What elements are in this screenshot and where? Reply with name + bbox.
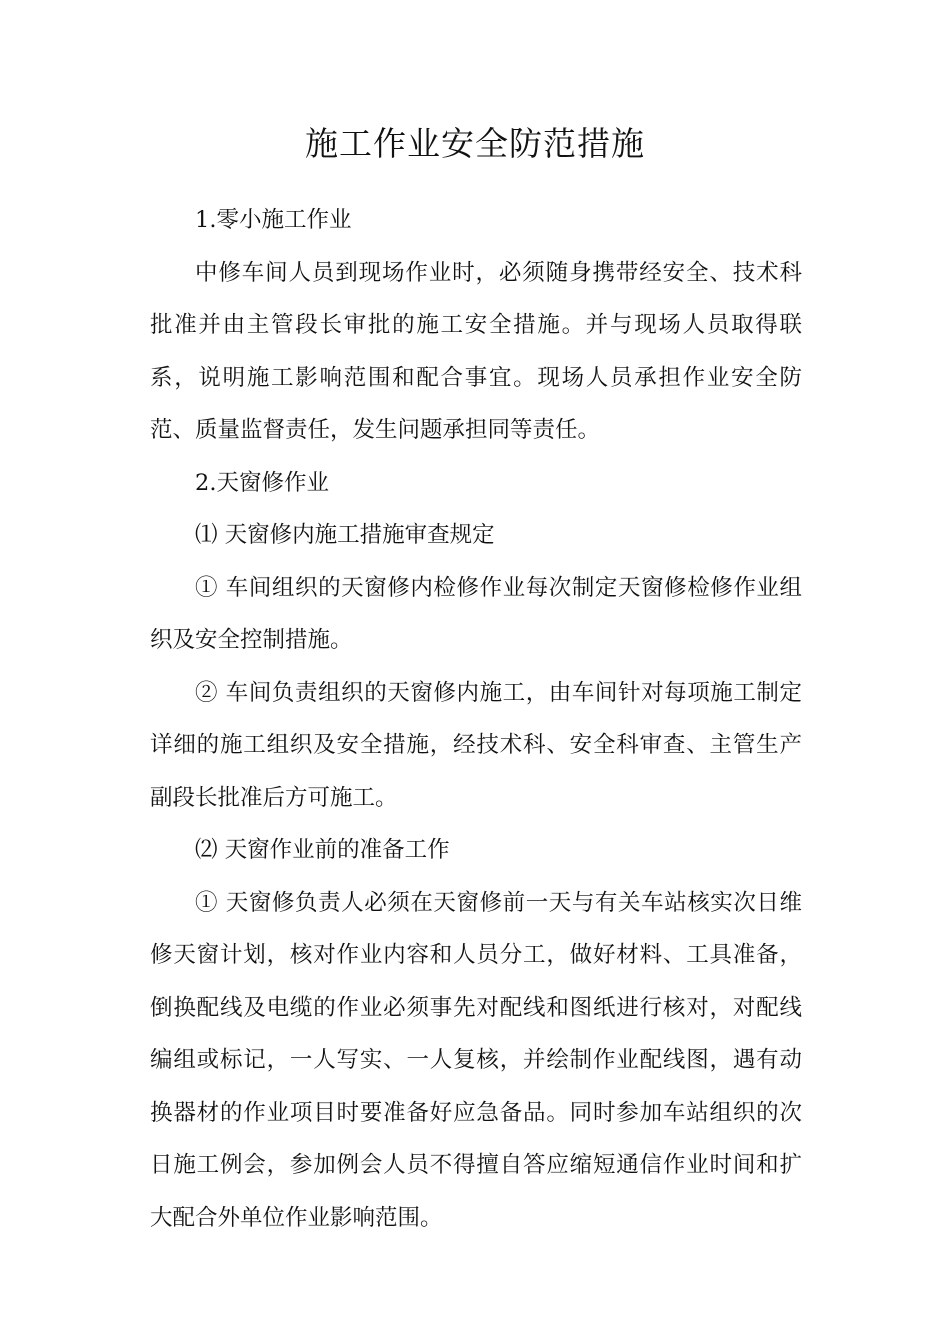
paragraph-item-3: ① 天窗修负责人必须在天窗修前一天与有关车站核实次日维修天窗计划，核对作业内容和人员分工，做好材料、工具准备，倒换配线及电缆的作业必须事先对配线和图纸进行核对，对配线编组或标记，一人写实、一人复核，并绘制作业配线图，遇有动换器材的作业项目时要准备好应急备品。同时参加车站组织的次日施工例会，参加例会人员不得擅自答应缩短通信作业时间和扩大配合外单位作业影响范围。	[150, 889, 802, 1231]
section-heading-1: 1.零小施工作业	[195, 207, 352, 233]
subsection-heading-2: ⑵ 天窗作业前的准备工作	[195, 837, 450, 863]
document-body	[150, 194, 802, 1244]
paragraph-item-1: ① 车间组织的天窗修内检修作业每次制定天窗修检修作业组织及安全控制措施。	[150, 574, 802, 653]
paragraph-section-1: 中修车间人员到现场作业时，必须随身携带经安全、技术科批准并由主管段长审批的施工安全措施。并与现场人员取得联系，说明施工影响范围和配合事宜。现场人员承担作业安全防范、质量监督责任，发生问题承担同等责任。	[150, 259, 802, 443]
document-title: 施工作业安全防范措施	[305, 124, 645, 163]
paragraph-item-2: ② 车间负责组织的天窗修内施工，由车间针对每项施工制定详细的施工组织及安全措施，经技术科、安全科审查、主管生产副段长批准后方可施工。	[150, 679, 802, 811]
subsection-heading-1: ⑴ 天窗修内施工措施审查规定	[195, 522, 495, 548]
section-heading-2: 2.天窗修作业	[195, 469, 329, 496]
